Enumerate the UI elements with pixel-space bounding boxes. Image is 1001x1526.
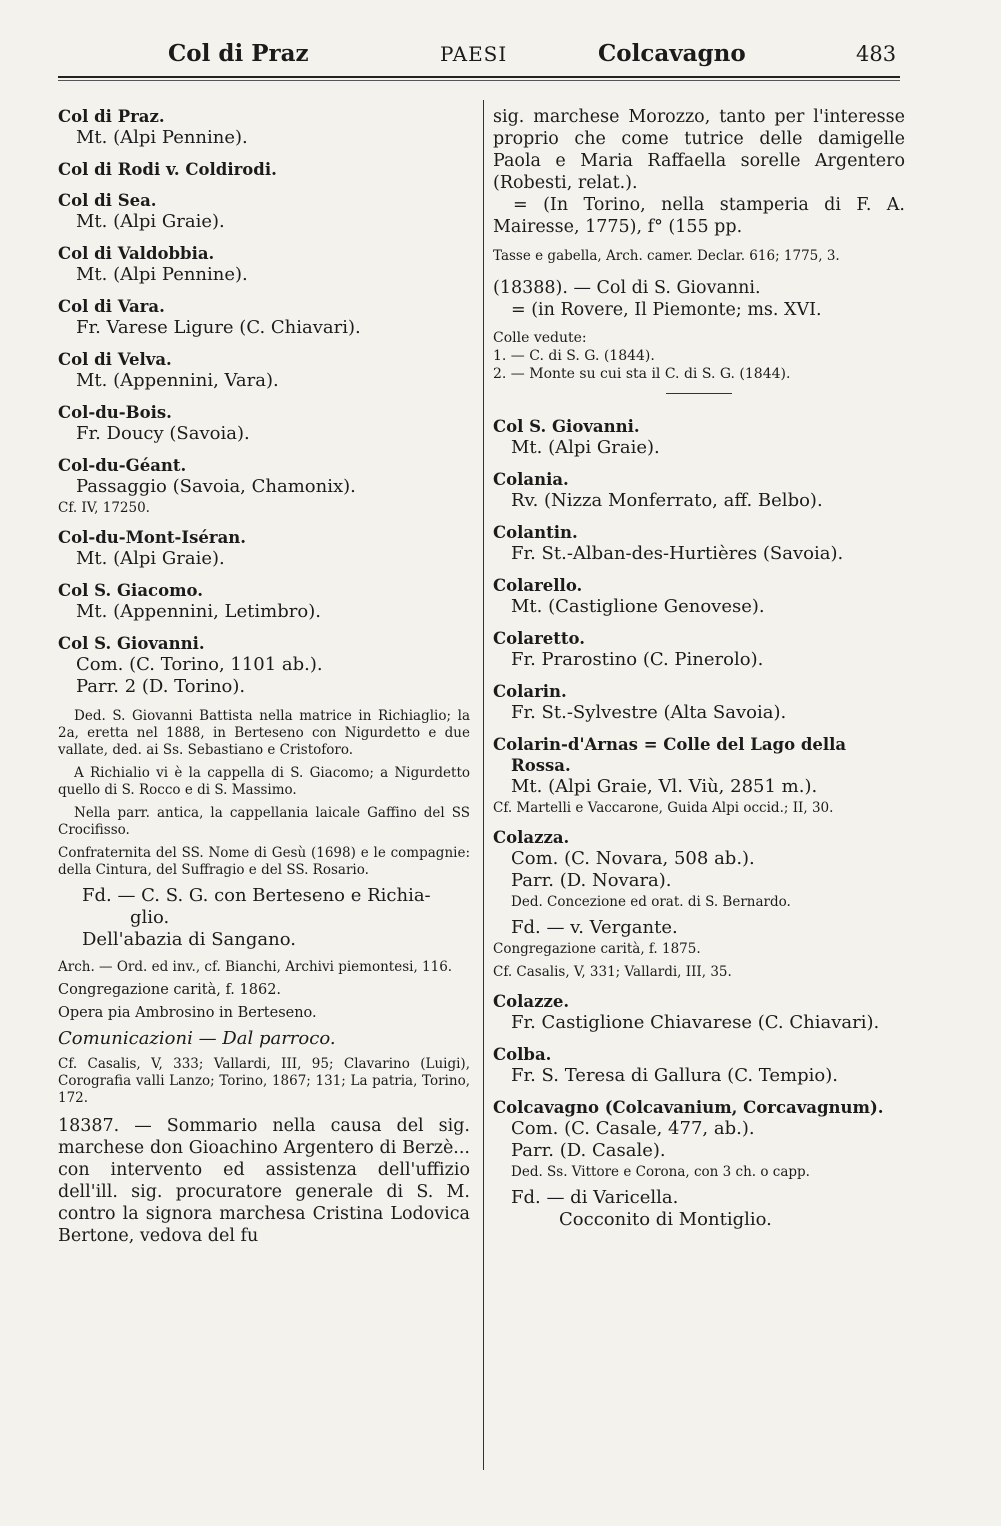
references-note: Cf. Casalis, V, 331; Vallardi, III, 35. bbox=[493, 964, 732, 980]
entry-title: Col di Velva. bbox=[58, 350, 172, 369]
entry-note: Cf. Martelli e Vaccarone, Guida Alpi occid.; II, 30. bbox=[493, 800, 834, 816]
entry bbox=[58, 633, 470, 698]
dedication-note: Ded. Concezione ed orat. di S. Bernardo. bbox=[511, 894, 791, 910]
entry-title: Colantin. bbox=[493, 523, 578, 542]
abbey-line: Dell'abazia di Sangano. bbox=[82, 929, 296, 950]
entry-line: Mt. (Alpi Graie). bbox=[511, 437, 660, 458]
header-center-title: PAESI bbox=[440, 42, 508, 66]
entry-colazza bbox=[493, 827, 905, 981]
entry-line: Fr. Castiglione Chiavarese (C. Chiavari). bbox=[511, 1012, 880, 1033]
entry-line: Parr. 2 (D. Torino). bbox=[76, 676, 246, 697]
congregation-note: Congregazione carità, f. 1862. bbox=[58, 982, 282, 998]
column-divider bbox=[483, 100, 484, 1470]
entry-title: Col-du-Géant. bbox=[58, 456, 187, 475]
entry bbox=[58, 455, 470, 517]
entry bbox=[58, 349, 470, 392]
header-rule-thin bbox=[58, 80, 900, 81]
entry-line: Passaggio (Savoia, Chamonix). bbox=[76, 476, 356, 497]
entry-18387: 18387. — Sommario nella causa del sig. marchese don Gioachino Argentero di Berzè... con intervento ed assistenza dell'uffizio dell'ill. sig. procuratore generale di S. M. contro la signora marchesa Cristina Lodovica Bertone, vedova del fu bbox=[58, 1116, 470, 1246]
entry bbox=[58, 243, 470, 286]
entry-line: Mt. (Appennini, Letimbro). bbox=[76, 601, 321, 622]
entry bbox=[58, 106, 470, 149]
dedication-note: Ded. S. Giovanni Battista nella matrice in Richiaglio; la 2a, eretta nel 1888, in Berteseno con Nigurdetto e due vallate, ded. ai Ss. Sebastiano e Cristoforo. bbox=[58, 708, 470, 758]
fd-line-cont: Cocconito di Montiglio. bbox=[559, 1209, 772, 1230]
fd-line-cont: glio. bbox=[130, 907, 170, 928]
entry-line: Mt. (Castiglione Genovese). bbox=[511, 596, 765, 617]
entry-18388-source: = (in Rovere, Il Piemonte; ms. XVI. bbox=[511, 300, 822, 320]
continuation-text: sig. marchese Morozzo, tanto per l'interesse proprio che come tutrice delle damigelle Paola e Maria Raffaella sorelle Argentero (Robesti, relat.). bbox=[493, 107, 905, 193]
entry-line: Fr. St.-Alban-des-Hurtières (Savoia). bbox=[511, 543, 844, 564]
running-header bbox=[58, 40, 958, 74]
entry bbox=[493, 628, 905, 671]
entry bbox=[493, 991, 905, 1034]
entry-note: Cf. IV, 17250. bbox=[58, 500, 150, 516]
entry-line: Mt. (Alpi Graie). bbox=[76, 548, 225, 569]
chapel-note: A Richialio vi è la cappella di S. Giacomo; a Nigurdetto quello di S. Rocco e di S. Massimo. bbox=[58, 765, 470, 798]
entry bbox=[58, 402, 470, 445]
communications-line: Comunicazioni — Dal parroco. bbox=[58, 1028, 336, 1049]
entry-title: Colcavagno (Colcavanium, Corcavagnum). bbox=[493, 1098, 884, 1117]
printed-note: = (In Torino, nella stamperia di F. A. Mairesse, 1775), f° (155 pp. bbox=[493, 195, 905, 237]
page-number: 483 bbox=[856, 42, 897, 66]
separator bbox=[666, 393, 732, 394]
entry-line: Mt. (Appennini, Vara). bbox=[76, 370, 279, 391]
left-column bbox=[58, 106, 470, 1247]
entry-title: Colarello. bbox=[493, 576, 583, 595]
entry-line: Fr. Prarostino (C. Pinerolo). bbox=[511, 649, 764, 670]
congregation-note: Congregazione carità, f. 1875. bbox=[493, 941, 701, 957]
entry-line: Com. (C. Novara, 508 ab.). bbox=[511, 848, 755, 869]
entry bbox=[493, 575, 905, 618]
entry-colcavagno bbox=[493, 1097, 905, 1231]
fd-line: Fd. — v. Vergante. bbox=[511, 917, 678, 938]
entry-line: Fr. St.-Sylvestre (Alta Savoia). bbox=[511, 702, 787, 723]
entry-line: Fr. S. Teresa di Gallura (C. Tempio). bbox=[511, 1065, 838, 1086]
entry-line: Parr. (D. Novara). bbox=[511, 870, 672, 891]
header-left-title: Col di Praz bbox=[168, 40, 309, 67]
entry-title: Col-du-Bois. bbox=[58, 403, 172, 422]
entry bbox=[493, 469, 905, 512]
entry-title: Colaretto. bbox=[493, 629, 585, 648]
entry bbox=[58, 580, 470, 623]
entry bbox=[493, 1044, 905, 1087]
views-item: 2. — Monte su cui sta il C. di S. G. (1844). bbox=[493, 366, 791, 382]
opera-pia-note: Opera pia Ambrosino in Berteseno. bbox=[58, 1005, 317, 1021]
header-rule bbox=[58, 76, 900, 78]
entry-title: Col di Vara. bbox=[58, 297, 165, 316]
fd-line: Fd. — di Varicella. bbox=[511, 1187, 679, 1208]
tax-note: Tasse e gabella, Arch. camer. Declar. 616; 1775, 3. bbox=[493, 248, 840, 264]
entry-title: Colania. bbox=[493, 470, 569, 489]
entry-colarin-arnas bbox=[493, 734, 905, 817]
entry-title-cont: Rossa. bbox=[511, 756, 571, 775]
entry-line: Com. (C. Casale, 477, ab.). bbox=[511, 1118, 755, 1139]
entry-title: Col di Valdobbia. bbox=[58, 244, 215, 263]
entry bbox=[493, 681, 905, 724]
entry-line: Mt. (Alpi Pennine). bbox=[76, 127, 248, 148]
entry-line: Fr. Varese Ligure (C. Chiavari). bbox=[76, 317, 361, 338]
entry-title: Col-du-Mont-Iséran. bbox=[58, 528, 247, 547]
entry bbox=[58, 296, 470, 339]
entry-line: Parr. (D. Casale). bbox=[511, 1140, 666, 1161]
views-item: 1. — C. di S. G. (1844). bbox=[493, 348, 655, 364]
confraternity-note: Confraternita del SS. Nome di Gesù (1698) e le compagnie: della Cintura, del Suffragio e del SS. Rosario. bbox=[58, 845, 470, 878]
entry-title: Col di Praz. bbox=[58, 107, 165, 126]
entry-title: Colarin. bbox=[493, 682, 567, 701]
fd-line: Fd. — C. S. G. con Berteseno e Richia- bbox=[82, 885, 431, 906]
chaplaincy-note: Nella parr. antica, la cappellania laicale Gaffino del SS Crocifisso. bbox=[58, 805, 470, 838]
entry bbox=[493, 416, 905, 459]
entry-title: Col S. Giovanni. bbox=[58, 634, 205, 653]
entry-title: Colba. bbox=[493, 1045, 552, 1064]
entry-title: Col S. Giacomo. bbox=[58, 581, 203, 600]
entry bbox=[58, 190, 470, 233]
entry-18388: (18388). — Col di S. Giovanni. bbox=[493, 278, 761, 298]
references-note: Cf. Casalis, V, 333; Vallardi, III, 95; Clavarino (Luigi), Corografia valli Lanzo; Torino, 1867; 131; La patria, Torino, 172. bbox=[58, 1056, 470, 1106]
entry-line: Rv. (Nizza Monferrato, aff. Belbo). bbox=[511, 490, 823, 511]
dedication-note: Ded. Ss. Vittore e Corona, con 3 ch. o capp. bbox=[511, 1164, 810, 1180]
entry-title: Col di Sea. bbox=[58, 191, 157, 210]
entry-line: Mt. (Alpi Graie). bbox=[76, 211, 225, 232]
archive-note: Arch. — Ord. ed inv., cf. Bianchi, Archivi piemontesi, 116. bbox=[58, 959, 453, 975]
entry-title: Colazze. bbox=[493, 992, 570, 1011]
header-right-title: Colcavagno bbox=[598, 40, 746, 67]
entry bbox=[58, 159, 470, 180]
entry-line: Mt. (Alpi Graie, Vl. Viù, 2851 m.). bbox=[511, 776, 818, 797]
right-column bbox=[493, 106, 905, 1241]
entry-title: Colarin-d'Arnas = Colle del Lago della bbox=[493, 735, 847, 754]
entry-line: Com. (C. Torino, 1101 ab.). bbox=[76, 654, 323, 675]
entry-line: Mt. (Alpi Pennine). bbox=[76, 264, 248, 285]
entry-line: Fr. Doucy (Savoia). bbox=[76, 423, 250, 444]
entry-title: Col di Rodi v. Coldirodi. bbox=[58, 160, 277, 179]
views-heading: Colle vedute: bbox=[493, 330, 587, 346]
entry bbox=[493, 522, 905, 565]
entry bbox=[58, 527, 470, 570]
entry-title: Col S. Giovanni. bbox=[493, 417, 640, 436]
entry-title: Colazza. bbox=[493, 828, 570, 847]
